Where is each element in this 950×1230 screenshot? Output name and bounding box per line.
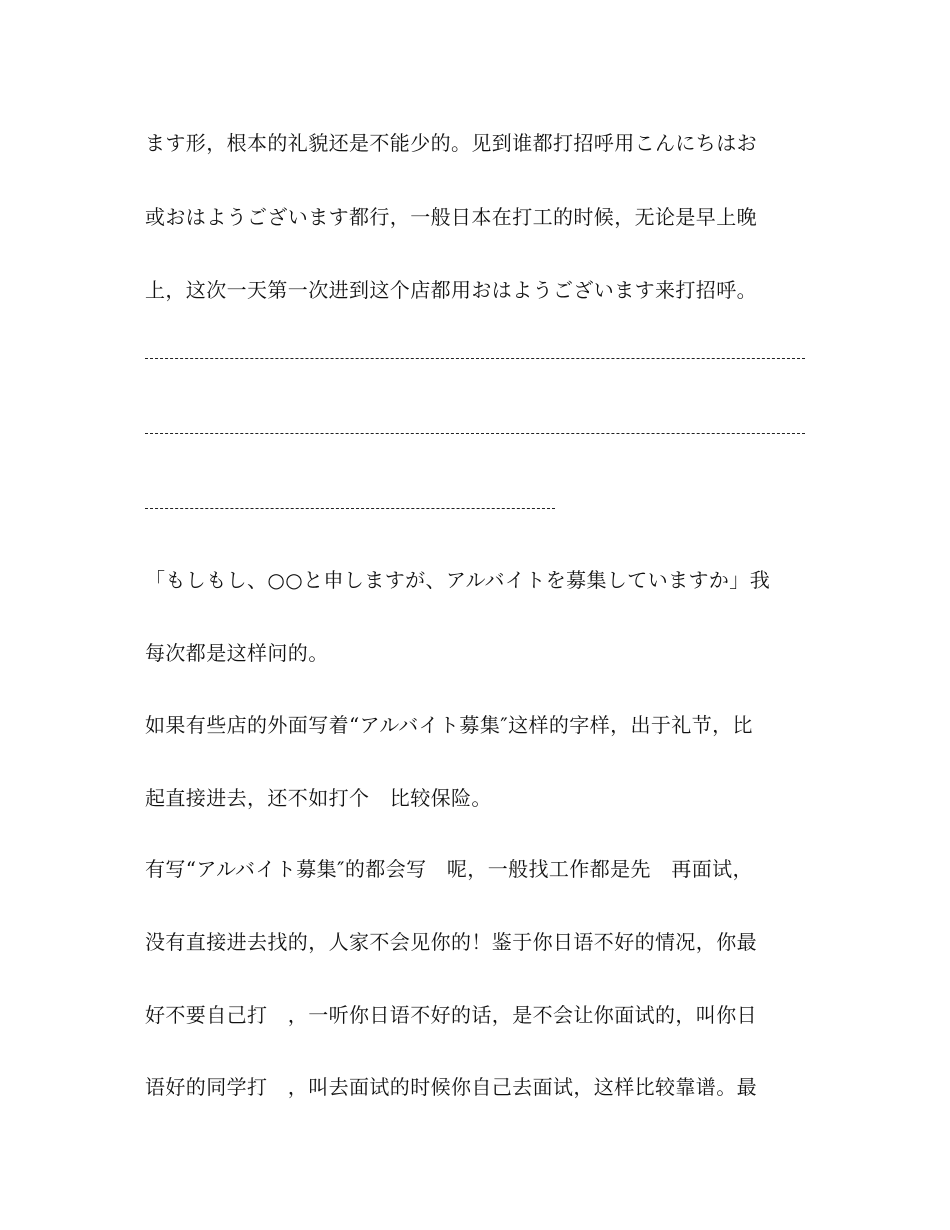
- paragraph-4-line-1: 有写“アルバイト募集″的都会写 呢，一般找工作都是先 再面试，: [145, 857, 753, 881]
- paragraph-1-line-3: 上，这次一天第一次进到这个店都用おはようございます来打招呼。: [145, 278, 757, 302]
- paragraph-3-line-1: 如果有些店的外面写着“アルバイト募集″这样的字样，出于礼节，比: [145, 713, 753, 737]
- paragraph-4-line-3: 好不要自己打 ，一听你日语不好的话，是不会让你面试的，叫你日: [145, 1003, 757, 1027]
- paragraph-2-line-1: 「もしもし、○○と申しますが、アルバイトを募集していますか」我: [145, 568, 771, 592]
- separator-rule-1: [145, 358, 805, 359]
- paragraph-3-line-2: 起直接进去，还不如打个 比较保险。: [145, 786, 492, 810]
- paragraph-1-line-1: ます形，根本的礼貌还是不能少的。见到谁都打招呼用こんにちはお: [145, 131, 757, 155]
- paragraph-1-line-2: 或おはようございます都行，一般日本在打工的时候，无论是早上晚: [145, 205, 757, 229]
- paragraph-4-line-4: 语好的同学打 ，叫去面试的时候你自己去面试，这样比较靠谱。最: [145, 1075, 757, 1099]
- paragraph-4-line-2: 没有直接进去找的，人家不会见你的！鉴于你日语不好的情况，你最: [145, 930, 757, 954]
- separator-rule-2: [145, 433, 805, 434]
- paragraph-2-line-2: 每次都是这样问的。: [145, 641, 329, 665]
- separator-rule-3: [145, 508, 555, 509]
